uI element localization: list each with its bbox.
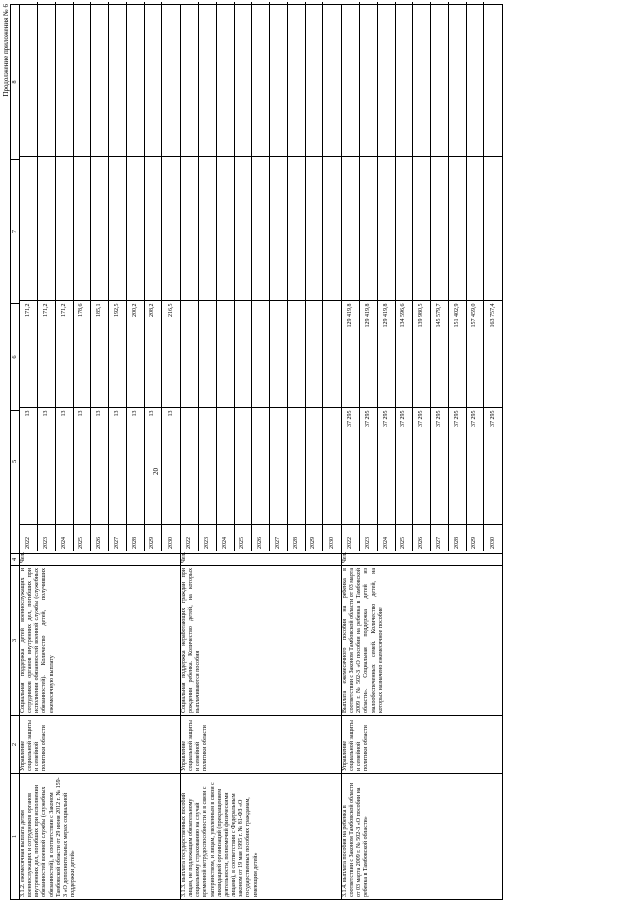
year-cell: 2028 — [287, 525, 305, 551]
empty-cell — [20, 157, 38, 301]
count-cell: 13 — [144, 408, 162, 525]
year-cell: 2026 — [91, 525, 109, 551]
empty-cell — [342, 157, 360, 301]
cell-col1: 3.1.3. выплата государственных пособий лицам, не подлежащим обязательному социальному страхованию на случай временной нетрудоспособности и в связи с материнством, и лицам, уволенным в связи с ликвидацией организаций (прекращением деятельности, полномочий физическими лицами), в соответствии с Федеральным законом от 19 мая 1995 г. № 81-ФЗ «О государственных пособиях гражданам, имеющим детей» — [180, 774, 341, 900]
empty-cell — [55, 157, 73, 301]
empty-cell — [144, 2, 162, 157]
amount-cell — [252, 301, 270, 408]
year-cell: 2025 — [73, 525, 91, 551]
year-row — [395, 2, 413, 551]
table-row — [19, 5, 180, 900]
year-row — [413, 2, 431, 551]
amount-cell — [181, 301, 199, 408]
empty-cell — [199, 157, 217, 301]
count-cell: 37 295 — [484, 408, 502, 525]
cell-col3: Социальная поддержка детей военнослужащих и сотрудников органов внутренних дел, погибших при исполнении обязанностей военной службы (служебных обязанностей). Количество детей, получивших ежемесячную выплату — [19, 566, 180, 716]
amount-cell: 216,5 — [162, 301, 180, 408]
year-row — [287, 2, 305, 551]
amount-cell: 129 419,8 — [377, 301, 395, 408]
empty-cell — [431, 2, 449, 157]
empty-cell — [448, 2, 466, 157]
count-cell — [287, 408, 305, 525]
count-cell: 37 295 — [413, 408, 431, 525]
empty-cell — [126, 2, 144, 157]
count-cell: 37 295 — [448, 408, 466, 525]
cell-col2: Управление социальной защиты и семейной политики области — [341, 716, 502, 774]
empty-cell — [395, 157, 413, 301]
year-row — [109, 2, 127, 551]
empty-cell — [55, 2, 73, 157]
year-cell: 2025 — [395, 525, 413, 551]
empty-cell — [377, 157, 395, 301]
count-cell: 37 295 — [377, 408, 395, 525]
year-row — [252, 2, 270, 551]
empty-cell — [287, 157, 305, 301]
empty-cell — [252, 157, 270, 301]
column-header: 6 — [11, 304, 20, 411]
cell-col3: Социальная поддержка неработающих граждан при рождении ребенка. Количество детей, на которых выплачиваются пособия — [180, 566, 341, 716]
year-cell: 2022 — [20, 525, 38, 551]
year-cell: 2024 — [377, 525, 395, 551]
empty-cell — [216, 157, 234, 301]
empty-cell — [162, 157, 180, 301]
count-cell: 13 — [38, 408, 56, 525]
empty-cell — [395, 2, 413, 157]
year-cell: 2027 — [109, 525, 127, 551]
empty-cell — [413, 157, 431, 301]
year-row — [484, 2, 502, 551]
empty-cell — [342, 2, 360, 157]
count-cell — [199, 408, 217, 525]
amount-cell — [234, 301, 252, 408]
page-number: 20 — [152, 468, 160, 475]
amount-cell — [287, 301, 305, 408]
empty-cell — [360, 157, 378, 301]
empty-cell — [20, 2, 38, 157]
year-row — [466, 2, 484, 551]
year-cell: 2023 — [38, 525, 56, 551]
empty-cell — [270, 2, 288, 157]
cell-col4: Чел. — [180, 554, 341, 566]
empty-cell — [109, 2, 127, 157]
count-cell: 13 — [162, 408, 180, 525]
empty-cell — [323, 157, 341, 301]
empty-cell — [91, 157, 109, 301]
year-row — [270, 2, 288, 551]
cell-col1: 3.1.4. выплата пособия на ребенка в соответствии с Законом Тамбовской области от 03 марта 2009 г. № 502-З «О пособии на ребенка в Тамбовской области» — [341, 774, 502, 900]
empty-cell — [413, 2, 431, 157]
column-header: 2 — [11, 716, 20, 774]
cell-col2: Управление социальной защиты и семейной политики области — [180, 716, 341, 774]
empty-cell — [162, 2, 180, 157]
count-cell — [270, 408, 288, 525]
year-row — [91, 2, 109, 551]
cell-col2: Управление социальной защиты и семейной политики области — [19, 716, 180, 774]
year-cell: 2030 — [484, 525, 502, 551]
column-header: 4 — [11, 554, 20, 566]
year-cell: 2026 — [252, 525, 270, 551]
year-cell: 2022 — [181, 525, 199, 551]
program-table — [10, 4, 503, 900]
year-row — [448, 2, 466, 551]
year-row — [216, 2, 234, 551]
empty-cell — [38, 157, 56, 301]
empty-cell — [466, 2, 484, 157]
count-cell: 37 295 — [342, 408, 360, 525]
count-cell: 37 295 — [431, 408, 449, 525]
empty-cell — [109, 157, 127, 301]
amount-cell — [323, 301, 341, 408]
empty-cell — [216, 2, 234, 157]
year-cell: 2026 — [413, 525, 431, 551]
year-cell: 2027 — [431, 525, 449, 551]
empty-cell — [270, 157, 288, 301]
year-cell: 2030 — [162, 525, 180, 551]
count-cell: 13 — [20, 408, 38, 525]
year-cell: 2027 — [270, 525, 288, 551]
empty-cell — [252, 2, 270, 157]
cell-col4: Чел. — [19, 554, 180, 566]
cell-col1: 3.1.2. ежемесячная выплата детям военнослужащих и сотрудников органов внутренних дел, погибших при исполнении обязанностей военной службы (служебных обязанностей), в соответствии с Законом Тамбовской области от 29 июня 2012 г. № 159-З «О дополнительных мерах социальной поддержки детей» — [19, 774, 180, 900]
count-cell: 37 295 — [360, 408, 378, 525]
year-cell: 2029 — [305, 525, 323, 551]
amount-cell: 145 579,7 — [431, 301, 449, 408]
year-values-block — [341, 5, 502, 554]
year-cell: 2022 — [342, 525, 360, 551]
amount-cell: 208,2 — [144, 301, 162, 408]
year-row — [55, 2, 73, 551]
year-cell: 2028 — [448, 525, 466, 551]
column-header: 3 — [11, 566, 20, 716]
year-cell: 2024 — [216, 525, 234, 551]
amount-cell — [270, 301, 288, 408]
count-cell: 13 — [73, 408, 91, 525]
count-cell — [216, 408, 234, 525]
year-cell: 2028 — [126, 525, 144, 551]
count-cell — [323, 408, 341, 525]
amount-cell: 185,1 — [91, 301, 109, 408]
year-row — [199, 2, 217, 551]
empty-cell — [181, 157, 199, 301]
count-cell — [252, 408, 270, 525]
column-header: 8 — [11, 5, 20, 160]
amount-cell: 134 596,6 — [395, 301, 413, 408]
year-row — [431, 2, 449, 551]
empty-cell — [234, 157, 252, 301]
amount-cell — [216, 301, 234, 408]
year-row — [360, 2, 378, 551]
year-row — [234, 2, 252, 551]
amount-cell: 129 419,8 — [360, 301, 378, 408]
year-row — [181, 2, 199, 551]
year-cell: 2023 — [360, 525, 378, 551]
count-cell: 37 295 — [466, 408, 484, 525]
year-row — [38, 2, 56, 551]
empty-cell — [305, 157, 323, 301]
column-header: 5 — [11, 411, 20, 554]
count-cell — [181, 408, 199, 525]
empty-cell — [38, 2, 56, 157]
year-row — [342, 2, 360, 551]
year-row — [144, 2, 162, 551]
amount-cell — [305, 301, 323, 408]
empty-cell — [199, 2, 217, 157]
empty-cell — [431, 157, 449, 301]
year-cell: 2029 — [466, 525, 484, 551]
empty-cell — [323, 2, 341, 157]
amount-cell: 151 402,9 — [448, 301, 466, 408]
count-cell: 37 295 — [395, 408, 413, 525]
count-cell — [234, 408, 252, 525]
empty-cell — [360, 2, 378, 157]
table-row — [341, 5, 502, 900]
empty-cell — [377, 2, 395, 157]
table-body — [19, 5, 502, 900]
appendix-note: Продолжение приложения № 6 — [2, 4, 10, 97]
empty-cell — [287, 2, 305, 157]
empty-cell — [448, 157, 466, 301]
column-number-row — [11, 5, 20, 900]
year-cell: 2025 — [234, 525, 252, 551]
year-cell: 2029 — [144, 525, 162, 551]
empty-cell — [234, 2, 252, 157]
table-row — [180, 5, 341, 900]
cell-col4: Чел. — [341, 554, 502, 566]
amount-cell: 200,2 — [126, 301, 144, 408]
year-values-block — [19, 5, 180, 554]
year-row — [377, 2, 395, 551]
count-cell: 13 — [109, 408, 127, 525]
amount-cell: 192,5 — [109, 301, 127, 408]
empty-cell — [484, 157, 502, 301]
count-cell: 13 — [126, 408, 144, 525]
year-row — [126, 2, 144, 551]
year-cell: 2024 — [55, 525, 73, 551]
count-cell: 13 — [55, 408, 73, 525]
amount-cell: 129 419,8 — [342, 301, 360, 408]
empty-cell — [181, 2, 199, 157]
year-cell: 2023 — [199, 525, 217, 551]
year-values-block — [180, 5, 341, 554]
count-cell — [305, 408, 323, 525]
year-row — [20, 2, 38, 551]
empty-cell — [91, 2, 109, 157]
empty-cell — [144, 157, 162, 301]
amount-cell: 157 459,0 — [466, 301, 484, 408]
year-row — [73, 2, 91, 551]
empty-cell — [126, 157, 144, 301]
amount-cell: 171,2 — [55, 301, 73, 408]
year-row — [162, 2, 180, 551]
year-cell: 2030 — [323, 525, 341, 551]
amount-cell: 178,6 — [73, 301, 91, 408]
empty-cell — [484, 2, 502, 157]
empty-cell — [73, 2, 91, 157]
count-cell: 13 — [91, 408, 109, 525]
empty-cell — [305, 2, 323, 157]
column-header: 1 — [11, 774, 20, 900]
cell-col3: Выплата ежемесячного пособия на ребенка в соответствии с Законом Тамбовской области от 03 марта 2009 г. № 502-З «О пособии на ребенка в Тамбовской области». Социальная поддержка детей из малообеспеченных семей. Количество детей, на которых назначено ежемесячное пособие — [341, 566, 502, 716]
empty-cell — [466, 157, 484, 301]
amount-cell: 171,2 — [20, 301, 38, 408]
year-row — [305, 2, 323, 551]
amount-cell: 139 980,5 — [413, 301, 431, 408]
amount-cell — [199, 301, 217, 408]
column-header: 7 — [11, 160, 20, 304]
year-row — [323, 2, 341, 551]
amount-cell: 171,2 — [38, 301, 56, 408]
empty-cell — [73, 157, 91, 301]
amount-cell: 163 757,4 — [484, 301, 502, 408]
